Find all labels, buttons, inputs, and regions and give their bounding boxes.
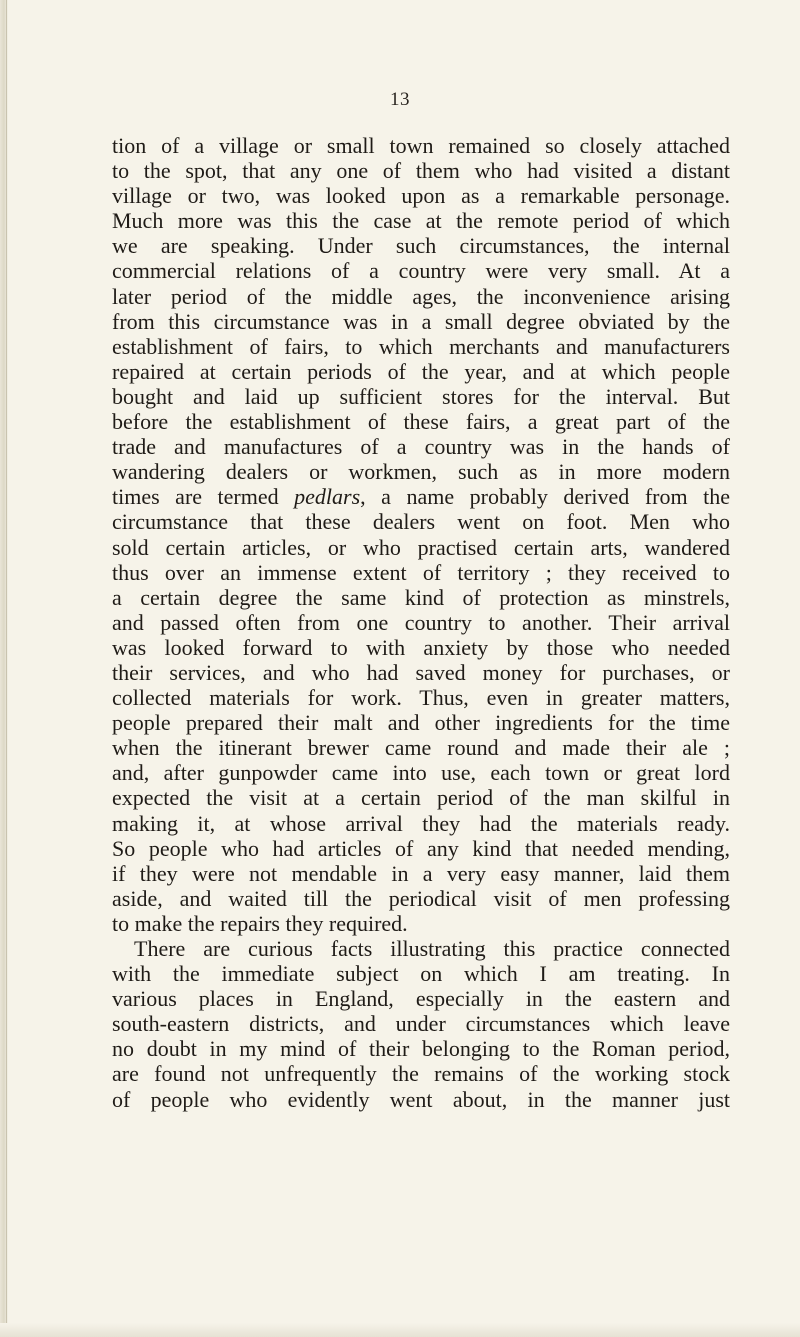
text-line: to the spot, that any one of them who had visited a distant	[112, 158, 730, 184]
text-line: with the immediate subject on which I am treating. In	[112, 961, 730, 987]
text-line: bought and laid up sufficient stores for the interval. But	[112, 383, 730, 409]
text-line: aside, and waited till the periodical visit of men professing	[112, 885, 730, 911]
text-line: to make the repairs they required.	[112, 910, 408, 936]
text-line: Much more was this the case at the remote period of which	[112, 208, 730, 234]
text-line: trade and manufactures of a country was in the hands of	[112, 434, 730, 460]
text-line: and passed often from one country to another. Their arrival	[112, 609, 730, 635]
text-line: wandering dealers or workmen, such as in more modern	[112, 459, 730, 485]
paragraph-1	[112, 133, 730, 936]
text-line: village or two, was looked upon as a remarkable personage.	[112, 183, 730, 209]
text-line: people prepared their malt and other ingredients for the time	[112, 710, 730, 736]
text-segment: times are termed	[112, 484, 295, 510]
text-line: collected materials for work. Thus, even in greater matters,	[112, 685, 730, 711]
text-line: repaired at certain periods of the year, and at which people	[112, 358, 730, 384]
text-line: various places in England, especially in the eastern and	[112, 986, 730, 1012]
paragraph-2	[112, 936, 730, 1112]
text-segment: , a name probably derived from the	[360, 484, 730, 510]
text-line: before the establishment of these fairs, a great part of the	[112, 409, 730, 435]
text-line: So people who had articles of any kind that needed mending,	[112, 835, 730, 861]
text-line: There are curious facts illustrating this practice connected	[134, 936, 730, 961]
text-line: are found not unfrequently the remains of the working stock	[112, 1061, 730, 1087]
text-line: commercial relations of a country were very small. At a	[112, 258, 730, 284]
text-line: was looked forward to with anxiety by those who needed	[112, 634, 730, 660]
text-line: circumstance that these dealers went on foot. Men who	[112, 509, 730, 535]
text-line: establishment of fairs, to which merchants and manufacturers	[112, 333, 730, 359]
text-line: making it, at whose arrival they had the materials ready.	[112, 810, 730, 836]
text-line: a certain degree the same kind of protection as minstrels,	[112, 584, 730, 610]
text-line: expected the visit at a certain period of the man skilful in	[112, 785, 730, 811]
text-line: sold certain articles, or who practised certain arts, wandered	[112, 534, 730, 560]
text-line: their services, and who had saved money for purchases, or	[112, 659, 730, 685]
page-number: 13	[390, 89, 410, 110]
text-line: tion of a village or small town remained so closely attached	[112, 133, 730, 158]
text-line: thus over an immense extent of territory ; they received to	[112, 559, 730, 585]
text-line: of people who evidently went about, in the manner just	[112, 1086, 730, 1112]
text-line: and, after gunpowder came into use, each town or great lord	[112, 760, 730, 786]
italic-term-pedlars: pedlars	[294, 484, 361, 510]
text-line-pedlars	[112, 484, 730, 509]
text-line: later period of the middle ages, the inconvenience arising	[112, 283, 730, 309]
text-line: south-eastern districts, and under circumstances which leave	[112, 1011, 730, 1037]
text-line: if they were not mendable in a very easy manner, laid them	[112, 860, 730, 886]
text-line: when the itinerant brewer came round and made their ale ;	[112, 735, 730, 761]
text-line: we are speaking. Under such circumstances, the internal	[112, 233, 730, 259]
text-line: no doubt in my mind of their belonging to the Roman period,	[112, 1036, 730, 1062]
text-line: from this circumstance was in a small degree obviated by the	[112, 308, 730, 334]
body-text	[112, 133, 730, 1112]
binding-line	[6, 0, 7, 1337]
page-bottom-edge	[0, 1323, 800, 1337]
